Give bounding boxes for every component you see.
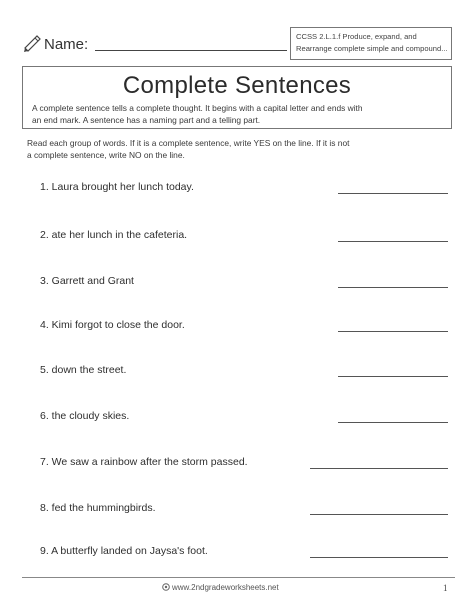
item-text: 7. We saw a rainbow after the storm passed. [40,456,248,468]
pencil-icon [22,32,42,52]
item-text: 9. A butterfly landed on Jaysa's foot. [40,545,208,557]
answer-line[interactable] [338,241,448,242]
item-text: 1. Laura brought her lunch today. [40,181,194,193]
list-item [40,275,455,295]
page-title: Complete Sentences [122,72,352,99]
instructions-line: Read each group of words. If it is a complete sentence, write YES on the line. If it is not [27,138,350,148]
answer-line[interactable] [338,331,448,332]
intro-line: A complete sentence tells a complete thought. It begins with a capital letter and ends with [32,103,363,113]
instructions-line: a complete sentence, write NO on the line. [27,150,185,160]
standard-line: Rearrange complete simple and compound... [296,44,448,53]
intro-line: an end mark. A sentence has a naming part and a telling part. [32,115,261,125]
instructions [27,137,452,161]
standard-line: CCSS 2.L.1.f Produce, expand, and [296,32,417,41]
list-item [40,502,455,522]
page-number: 1 [443,583,448,593]
answer-line[interactable] [338,193,448,194]
answer-line[interactable] [338,376,448,377]
item-text: 3. Garrett and Grant [40,275,134,287]
answer-line[interactable] [310,557,448,558]
footer-site-text: www.2ndgradeworksheets.net [172,583,279,592]
item-text: 8. fed the hummingbirds. [40,502,156,514]
answer-line[interactable] [310,514,448,515]
list-item [40,410,455,430]
answer-line[interactable] [338,287,448,288]
footer-site [162,583,279,592]
intro-text [32,102,444,126]
name-label: Name: [44,36,89,53]
name-block [22,30,277,60]
list-item [40,364,455,384]
answer-line[interactable] [338,422,448,423]
list-item [40,545,455,565]
name-field-line[interactable] [95,50,287,51]
standard-box [290,27,452,60]
title-box [22,66,452,129]
item-text: 4. Kimi forgot to close the door. [40,319,185,331]
list-item [40,456,455,476]
item-text: 2. ate her lunch in the cafeteria. [40,229,188,241]
item-text: 5. down the street. [40,364,127,376]
logo-icon [162,583,170,591]
list-item [40,229,455,249]
answer-line[interactable] [310,468,448,469]
item-text: 6. the cloudy skies. [40,410,130,422]
footer-divider [22,577,455,578]
list-item [40,181,455,201]
list-item [40,319,455,339]
